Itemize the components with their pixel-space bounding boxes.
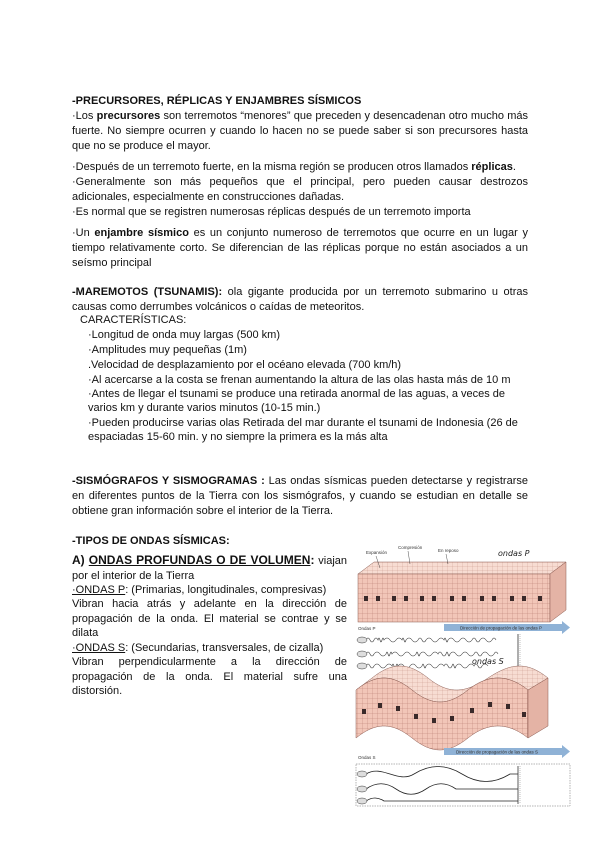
paragraph-ondas-p-desc: Vibran hacia atrás y adelante en la dirección de propagación de la onda. El material se contrae y se dilata [72,598,347,639]
s-wave-block [356,666,548,750]
paragraph-replicas-detalle: ·Generalmente son más pequeños que el principal, pero pueden causar destrozos adicionales, especialmente en construcciones dañadas. [72,176,528,204]
paragraph-replicas: ·Después de un terremoto fuerte, en la misma región se producen otros llamados réplicas. [72,161,516,173]
paragraph-sismografos: -SISMÓGRAFOS Y SISMOGRAMAS : Las ondas sísmicas pueden detectarse y registrarse en diferentes puntos de la Tierra con los sismógrafos, y cuando se estudian en detalle se obtiene gran información sobre el interior de la Tierra. [72,475,528,518]
figure-ondas-p-s [352,538,576,808]
svg-text:Dirección de propagación de la: Dirección de propagación de las ondas S [456,749,539,755]
paragraph-maremotos: -MAREMOTOS (TSUNAMIS): ola gigante producida por un terremoto submarino u otras causas como derrumbes volcánicos o caídas de meteoritos. [72,286,528,314]
direction-arrow-s [444,745,570,758]
heading-tipos-ondas: -TIPOS DE ONDAS SÍSMICAS: [72,535,230,547]
caracteristica-item: ·Longitud de onda muy largas (500 km) [88,329,280,341]
heading-precursores: -PRECURSORES, RÉPLICAS Y ENJAMBRES SÍSMICOS [72,95,362,107]
svg-text:Dirección de propagación de la: Dirección de propagación de las ondas P [460,625,543,631]
handwritten-ondas-s: ondas S [472,657,504,666]
caracteristica-item: ·Antes de llegar el tsunami se produce una retirada anormal de las aguas, a veces de varios km y durante varios minutos (10-15 min.) [88,388,506,415]
paragraph-replicas-normal: ·Es normal que se registren numerosas réplicas después de un terremoto importa [72,206,471,218]
caracteristicas-label: CARACTERÍSTICAS: [80,314,187,326]
caracteristica-item: ·Al acercarse a la costa se frenan aumentando la altura de las olas hasta más de 10 m [88,374,511,386]
p-wave-block [358,562,566,622]
s-wave-ropes [366,767,518,802]
hand-icons-s [357,771,367,804]
caracteristica-item: ·Pueden producirse varias olas Retirada del mar durante el tsunami de Indonesia (26 de espaciadas 15-60 min. y no siempre la primera es la más alta [88,417,518,444]
paragraph-enjambre: ·Un enjambre sísmico es un conjunto numeroso de terremotos que ocurre en un lugar y tiempo relativamente corto. Se diferencian de las réplicas porque no están asociados a un seísmo principal [72,227,528,270]
label-ondas-p: Ondas P [358,626,376,631]
label-expansion: Expansión [366,550,388,555]
label-compresion: Compresión [398,545,423,550]
paragraph-precursores: ·Los precursores son terremotos “menores” que preceden y desencadenan otro mucho más fuerte. No siempre ocurren y cuando lo hacen no se puede saber si son precursores hasta que no se produce el mayor. [72,110,528,153]
handwritten-ondas-p: ondas P [498,549,530,558]
label-ondas-s: Ondas S [358,755,376,760]
paragraph-ondas-p: ·ONDAS P: (Primarias, longitudinales, compresivas) [72,584,327,596]
caracteristica-item: ·Amplitudes muy pequeñas (1m) [88,344,247,356]
paragraph-ondas-s-desc: Vibran perpendicularmente a la dirección de propagación de la onda. El material sufre una distorsión. [72,656,347,697]
paragraph-ondas-volumen: A) ONDAS PROFUNDAS O DE VOLUMEN: viajan por el interior de la Tierra [72,553,348,582]
direction-arrow-p [444,621,570,634]
paragraph-ondas-s: ·ONDAS S: (Secundarias, transversales, de cizalla) [72,642,324,654]
hand-icons-p [357,637,367,669]
label-reposo: En reposo [438,548,459,553]
caracteristica-item: .Velocidad de desplazamiento por el océano elevada (700 km/h) [88,359,402,371]
